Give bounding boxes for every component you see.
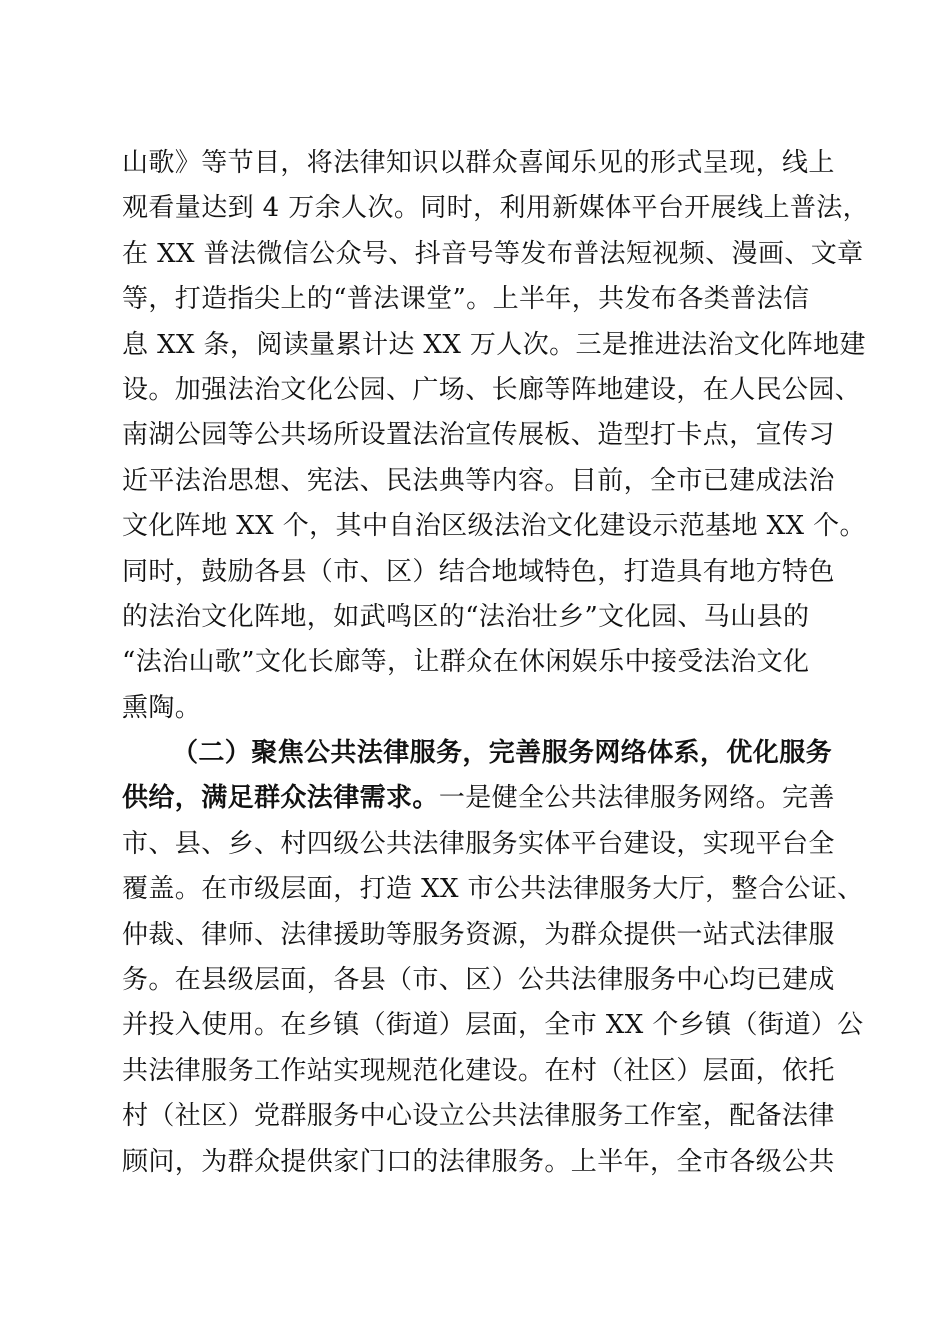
body-text	[122, 141, 870, 1185]
text-line: 的法治文化阵地，如武鸣区的“法治壮乡”文化园、马山县的	[122, 601, 810, 632]
section-heading-bold-tail: 供给，满足群众法律需求。	[122, 783, 439, 814]
text-line: 同时，鼓励各县（市、区）结合地域特色，打造具有地方特色	[122, 556, 835, 587]
text-line: 文化阵地 XX 个，其中自治区级法治文化建设示范基地 XX 个。	[122, 511, 866, 542]
text-line: 观看量达到 4 万余人次。同时，利用新媒体平台开展线上普法，	[122, 193, 870, 224]
text-line: 务。在县级层面，各县（市、区）公共法律服务中心均已建成	[122, 965, 835, 996]
text-line: 并投入使用。在乡镇（街道）层面，全市 XX 个乡镇（街道）公	[122, 1010, 864, 1041]
section-heading-continuation	[122, 776, 842, 821]
text-line: 村（社区）党群服务中心设立公共法律服务工作室，配备法律	[122, 1101, 835, 1132]
text-line: 南湖公园等公共场所设置法治宣传展板、造型打卡点，宣传习	[122, 420, 835, 451]
text-line: 设。加强法治文化公园、广场、长廊等阵地建设，在人民公园、	[122, 374, 862, 405]
text-line: 覆盖。在市级层面，打造 XX 市公共法律服务大厅，整合公证、	[122, 874, 864, 905]
text-line: 息 XX 条，阅读量累计达 XX 万人次。三是推进法治文化阵地建	[122, 329, 866, 360]
text-line: 山歌》等节目，将法律知识以群众喜闻乐见的形式呈现，线上	[122, 148, 835, 178]
text-line: 在 XX 普法微信公众号、抖音号等发布普法短视频、漫画、文章	[122, 238, 864, 269]
text-line: “法治山歌”文化长廊等，让群众在休闲娱乐中接受法治文化	[122, 647, 810, 678]
text-line: 熏陶。	[122, 692, 202, 723]
text-line: 顾问，为群众提供家门口的法律服务。上半年，全市各级公共	[122, 1146, 835, 1177]
section-heading: （二）聚焦公共法律服务，完善服务网络体系，优化服务	[172, 738, 833, 769]
text-line: 等，打造指尖上的“普法课堂”。上半年，共发布各类普法信	[122, 284, 810, 315]
text-line: 共法律服务工作站实现规范化建设。在村（社区）层面，依托	[122, 1055, 835, 1086]
text-line: 市、县、乡、村四级公共法律服务实体平台建设，实现平台全	[122, 828, 835, 859]
text-line: 近平法治思想、宪法、民法典等内容。目前，全市已建成法治	[122, 465, 835, 496]
section-heading-plain-tail: 一是健全公共法律服务网络。完善	[438, 783, 835, 814]
text-line: 仲裁、律师、法律援助等服务资源，为群众提供一站式法律服	[122, 919, 835, 950]
